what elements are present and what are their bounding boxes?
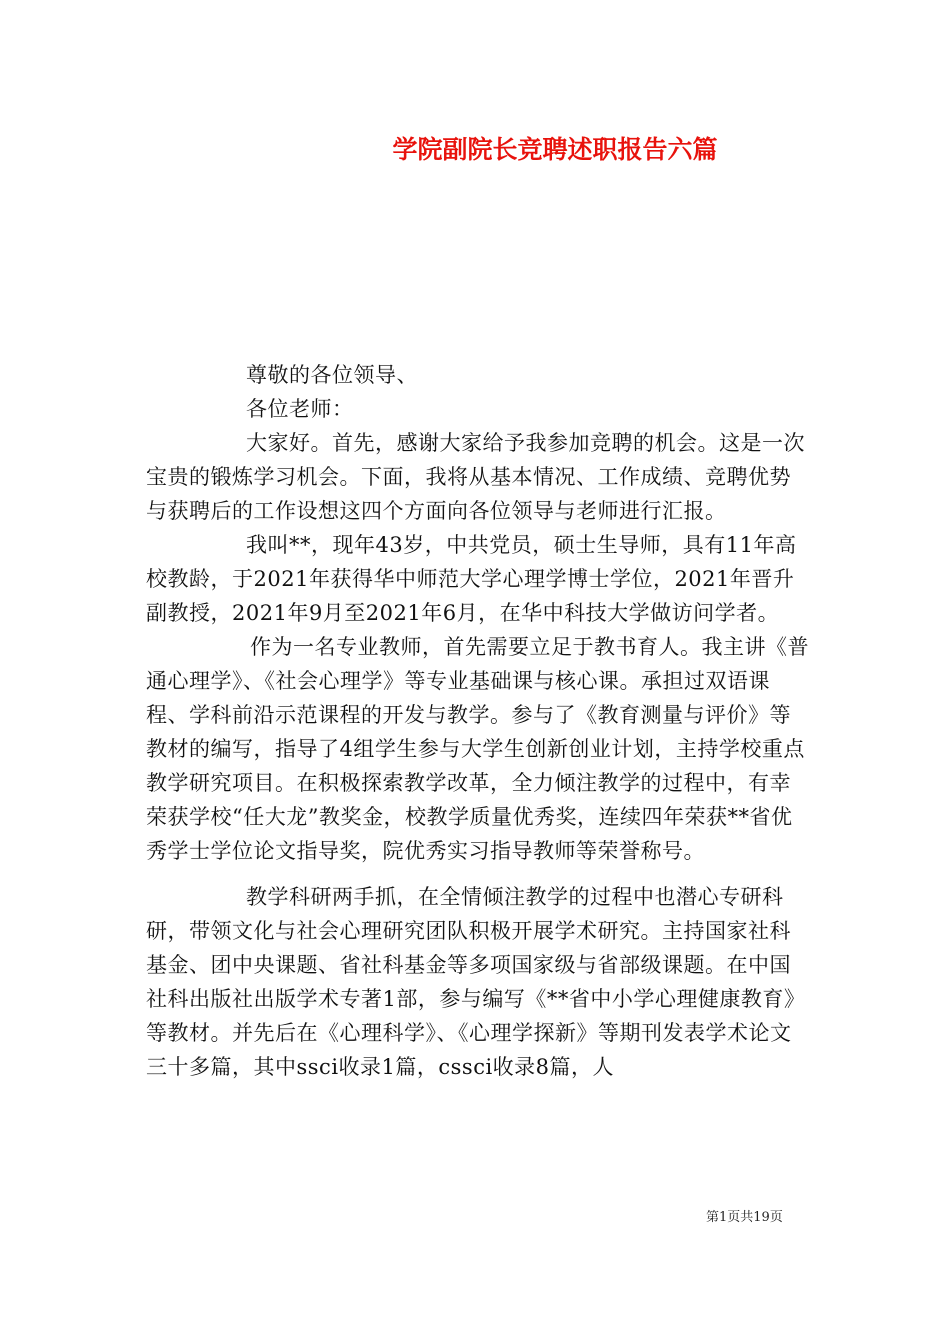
paragraph-basic-info: 我叫**，现年43岁，中共党员，硕士生导师，具有11年高校教龄，于2021年获得华中师范大学心理学博士学位，2021年晋升副教授，2021年9月至2021年6月，在华中科技大学做访问学者。	[146, 533, 797, 625]
paragraph-research: 教学科研两手抓，在全情倾注教学的过程中也潜心专研科研，带领文化与社会心理研究团队积极开展学术研究。主持国家社科基金、团中央课题、省社科基金等多项国家级与省部级课题。在中国社科出版社出版学术专著1部，参与编写《**省中小学心理健康教育》等教材。并先后在《心理科学》、《心理学探新》等期刊发表学术论文三十多篇，其中ssci收录1篇，cssci收录8篇，人	[146, 885, 806, 1079]
paragraph-teaching: 作为一名专业教师，首先需要立足于教书育人。我主讲《普通心理学》、《社会心理学》等专业基础课与核心课。承担过双语课程、学科前沿示范课程的开发与教学。参与了《教育测量与评价》等教材的编写，指导了4组学生参与大学生创新创业计划，主持学校重点教学研究项目。在积极探索教学改革，全力倾注教学的过程中，有幸荣获学校“任大龙”教奖金，校教学质量优秀奖，连续四年荣获**省优秀学士学位论文指导奖，院优秀实习指导教师等荣誉称号。	[146, 635, 809, 863]
paragraph-greeting: 大家好。首先，感谢大家给予我参加竞聘的机会。这是一次宝贵的锻炼学习机会。下面，我将从基本情况、工作成绩、竞聘优势与获聘后的工作设想这四个方面向各位领导与老师进行汇报。	[146, 431, 805, 523]
page-number: 第1页共19页	[706, 1210, 783, 1225]
salutation-line: 各位老师：	[246, 397, 354, 421]
document-body	[146, 358, 810, 1084]
document-title: 学院副院长竞聘述职报告六篇	[392, 135, 718, 164]
salutation-line: 尊敬的各位领导、	[246, 363, 418, 387]
